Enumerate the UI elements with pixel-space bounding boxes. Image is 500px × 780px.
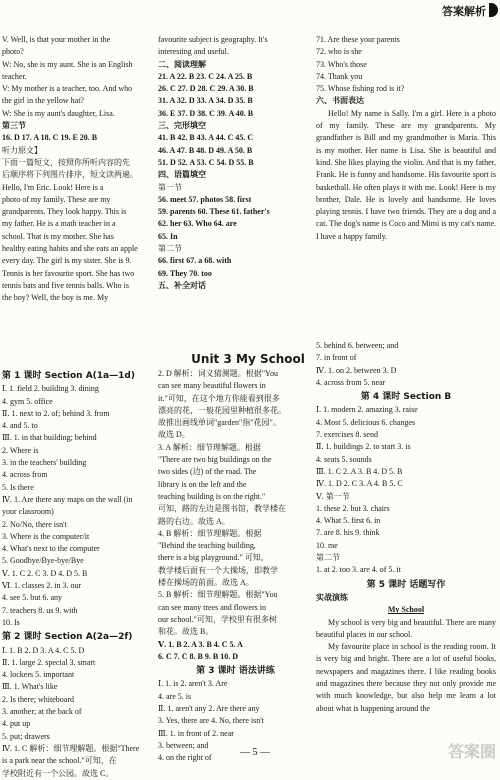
text-line: 第 2 课时 Section A(2a—2f) [2, 632, 133, 643]
text-line: 学校附近有一个公园。故选 C。 [2, 768, 114, 778]
text-line: 六、书面表达 [316, 96, 364, 106]
column-left-bottom [2, 368, 154, 780]
lesson-2-3-answers [158, 368, 313, 765]
text-line: Ⅲ. 1. C 2. A 3. B 4. D 5. B [316, 466, 403, 476]
listening-answers [2, 34, 154, 305]
essay-paragraph-2: My favourite place in school is the reading room. It is very big and bright. There are a lot of useful books, newspapers and magazines there. I like reading books and magazines there because they not only provide me with much knowledge, but also help me learn a lot about what is happening around the [316, 642, 496, 713]
text-line: W: She is my aunt's daughter, Lisa. [2, 108, 115, 118]
unit-heading: Unit 3 My School [191, 352, 305, 366]
essay-title: My School [387, 605, 425, 615]
text-line: Ⅲ. 1. in that building; behind [2, 433, 97, 443]
text-line: Ⅴ. 1. C 2. C 3. D 4. D 5. B [2, 568, 88, 578]
text-line: 5. Goodbye/Bye-bye/Bye [2, 556, 84, 566]
text-line: 5. B 解析：细节理解题。根据"You [158, 590, 278, 600]
text-line: 26. C 27. D 28. C 29. A 30. B [158, 84, 254, 94]
column-left-top [2, 34, 154, 305]
text-line: 41. B 42. B 43. A 44. C 45. C [158, 133, 254, 143]
text-line: Ⅱ. 1. large 2. special 3. smart [2, 657, 96, 667]
text-line: your classroom) [2, 507, 54, 517]
text-line: Ⅳ. 1. D 2. C 3. A 4. B 5. C [316, 479, 403, 489]
text-line: 3. between; and [158, 740, 209, 750]
text-line: Ⅱ. 1. buildings 2. to start 3. is [316, 442, 411, 452]
text-line: V. Well, is that your mother in the [2, 35, 111, 44]
column-right-top [316, 34, 496, 243]
text-line: tennis bats and five tennis balls. Who is [2, 280, 129, 290]
lesson-3-5-answers [316, 340, 496, 604]
text-line: photo? [2, 47, 24, 57]
essay-paragraph-1: My school is very big and beautiful. There are many beautiful places in our school. [316, 617, 496, 639]
text-line: my father. He is a math teacher in a [2, 219, 116, 229]
text-line: the boy? Well, the boy is me. My [2, 293, 109, 303]
text-line: W: No, she is my aunt. She is an English [2, 59, 133, 69]
text-line: 第一节 [158, 182, 182, 192]
text-line: Ⅰ. 1. field 2. building 3. dining [2, 384, 99, 394]
text-line: 4. and 5. to [2, 421, 38, 431]
text-line: can see many trees and flowers in [158, 602, 266, 612]
column-middle-top [158, 34, 313, 292]
text-line: there is a big playground." 可知， [158, 553, 269, 563]
writing-sample: Hello! My name is Sally. I'm a girl. Here is a photo of my family. These are my grandparents. My grandfather is Bill and my grandmother is Maria. This is my mother. Her name is Lisa. She is beautiful and kind. She likes playing the violin. And that is my father, Frank. He is funny and handsome. His favourite sport is basketball. He often plays it with me. Look! Here is my brother, Dale. He is lovely and handsome. He loves playing tennis. I have two friends. They are a dog and a cat. The dog's name is Coco and Mimi is my cat's name. I have a happy family. [316, 108, 496, 241]
text-line: 36. E 37. D 38. C 39. A 40. B [158, 108, 254, 118]
text-line: 2. Where is [2, 445, 39, 455]
text-line: is a park near the school."可知，在 [2, 756, 117, 766]
text-line: 4. see 5. but 6. any [2, 593, 62, 603]
text-line: 7. in front of [316, 353, 357, 363]
lesson-1-2-answers [2, 370, 154, 780]
text-line: 3. in the teachers' building [2, 458, 87, 468]
text-line: 3. A 解析：细节理解题。根据 [158, 442, 261, 452]
text-line: 4. on the right of [158, 753, 212, 763]
text-line: favourite subject is geography. It's [158, 35, 268, 44]
text-line: 路的右边。故选 A。 [158, 516, 230, 526]
text-line: 4. seats 5. sounds [316, 454, 372, 464]
text-line: 74. Thank you [316, 71, 363, 81]
text-line: 3. another; at the back of [2, 707, 82, 717]
text-line: 4. What's next to the computer [2, 544, 100, 554]
text-line: 4. across from [2, 470, 48, 480]
text-line: interesting and useful. [158, 47, 229, 57]
text-line: Ⅳ. 1. Are there any maps on the wall (in [2, 494, 133, 504]
text-line: 第 4 课时 Section B [360, 392, 452, 403]
text-line: 2. D 解析：词义猜测题。根据"You [158, 369, 279, 378]
text-line: 46. A 47. B 48. D 49. A 50. B [158, 145, 253, 155]
text-line: 10. me [316, 540, 338, 550]
text-line: every day. The girl is my sister. She is 9. [2, 256, 132, 266]
text-line: Ⅰ. 1. B 2. D 3. A 4. C 5. D [2, 645, 85, 655]
text-line: 65. In [158, 231, 178, 241]
text-line: 听力原文】 [2, 145, 42, 155]
text-line: 第 5 课时 话题写作 [366, 579, 446, 590]
text-line: 五、补全对话 [158, 280, 206, 290]
text-line: 第三节 [2, 121, 26, 131]
text-line: 漂亮的花，一般花园里种植很多花。 [158, 405, 286, 415]
text-line: 5. behind 6. between; and [316, 341, 399, 350]
text-line: 2. No/No, there isn't [2, 519, 67, 529]
text-line: 二、阅读理解 [158, 59, 206, 69]
text-line: 第二节 [158, 244, 182, 254]
page-number: — 5 — [240, 747, 270, 758]
text-line: 教学楼后面有一个大操场，即教学 [158, 565, 278, 575]
text-line: 四、语篇填空 [158, 170, 206, 180]
text-line: Ⅴ. 第一节 [316, 491, 350, 501]
text-line: 5. Is there [2, 482, 34, 492]
text-line: 1. at 2. too 3. are 4. of 5. it [316, 565, 401, 575]
text-line: 4. B 解析：细节理解题。根据 [158, 528, 262, 538]
text-line: Ⅱ. 1. next to 2. of; behind 3. from [2, 408, 110, 418]
text-line: 31. A 32. D 33. A 34. D 35. B [158, 96, 253, 106]
text-line: school. That is my mother. She has [2, 231, 114, 241]
text-line: 10. Is [2, 617, 20, 627]
text-line: teaching building is on the right." [158, 491, 266, 501]
text-line: Ⅰ. 1. modern 2. amazing 3. raise [316, 405, 418, 415]
text-line: Ⅴ. 1. B 2. A 3. B 4. C 5. A [158, 639, 243, 649]
text-line: 72. who is she [316, 47, 362, 57]
text-line: 75. Whose fishing rod is it? [316, 84, 405, 94]
text-line: Ⅵ. 1. classes 2. in 3. our [2, 581, 82, 591]
text-line: 故推出画线单词"garden"指"花园"。 [158, 418, 281, 428]
text-line: it."可知，在这个地方你能看到很多 [158, 393, 280, 403]
text-line: 62. her 63. Who 64. are [158, 219, 237, 229]
text-line: 实战演练 [316, 592, 348, 602]
text-line: 69. They 70. too [158, 268, 212, 278]
text-line: 2. Is there; whiteboard [2, 694, 74, 704]
text-line: 59. parents 60. These 61. father's [158, 207, 270, 217]
column-right-bottom [316, 340, 496, 715]
text-line: 71. Are these your parents [316, 35, 400, 44]
text-line: 可知，路的左边是图书馆，教学楼在 [158, 504, 286, 514]
text-line: library is on the left and the [158, 479, 247, 489]
text-line: Ⅲ. 1. What's like [2, 682, 58, 692]
watermark-logo: 答案圈 [447, 742, 496, 761]
text-line: 第二节 [316, 553, 340, 563]
text-line: Ⅲ. 1. in front of 2. near [158, 728, 234, 738]
text-line: 3. Where is the computer/it [2, 531, 90, 541]
text-line: 1. these 2. but 3. chairs [316, 503, 390, 513]
text-line: 第 3 课时 语法讲练 [196, 666, 275, 677]
text-line: 56. meet 57. photos 58. first [158, 194, 252, 204]
text-line: Ⅱ. 1. aren't any 2. Are there any [158, 704, 260, 714]
text-line: 故选 D。 [158, 430, 190, 440]
text-line: 4. What 5. first 6. in [316, 516, 381, 526]
text-line: Ⅰ. 1. is 2. aren't 3. Are [158, 679, 228, 689]
text-line: 第 1 课时 Section A(1a—1d) [2, 371, 135, 381]
text-line: 下面一篇短文，按照你所听内容的先 [2, 157, 130, 167]
text-line: 4. lockers 5. important [2, 670, 75, 680]
text-line: 6. C 7. C 8. B 9. B 10. D [158, 651, 239, 661]
text-line: 4. across from 5. near [316, 377, 386, 387]
text-line: 7. exercises 8. send [316, 430, 378, 440]
text-line: can see many beautiful flowers in [158, 381, 266, 391]
text-line: "Behind the teaching building, [158, 541, 256, 551]
text-line: grandparents. They look happy. This is [2, 207, 127, 217]
text-line: the girl in the yellow hat? [2, 96, 84, 106]
text-line: V: My mother is a teacher, too. And who [2, 84, 133, 94]
dialogue-answers [316, 34, 496, 108]
text-line: 楼在操场的前面。故选 A。 [158, 578, 254, 588]
text-line: two sides (边) of the road. The [158, 467, 257, 477]
text-line: 4. put up [2, 719, 31, 729]
header-tab-mark [489, 3, 498, 17]
text-line: photo of my family. These are my [2, 194, 111, 204]
text-line: 7. are 8. his 9. think [316, 528, 380, 538]
text-line: 4. Most 5. delicious 6. changes [316, 417, 416, 427]
text-line: teacher. [2, 71, 27, 81]
text-line: 51. D 52. A 53. C 54. D 55. B [158, 157, 254, 167]
text-line: Tennis is her favourite sport. She has two [2, 268, 135, 278]
text-line: 4. are 5. is [158, 691, 192, 701]
text-line: 21. A 22. B 23. C 24. A 25. B [158, 71, 253, 81]
text-line: 5. put; drawers [2, 731, 50, 741]
text-line: 3. Yes, there are 4. No, there isn't [158, 716, 264, 726]
text-line: 三、完形填空 [158, 121, 206, 131]
text-line: Ⅳ. 1. on 2. between 3. D [316, 365, 397, 375]
text-line: Hello, I'm Eric. Look! Here is a [2, 182, 104, 192]
text-line: "There are two big buildings on the [158, 455, 272, 465]
reading-answers [158, 34, 313, 292]
text-line: 和花。故选 B。 [158, 627, 214, 637]
text-line: Ⅳ. 1. C 解析：细节理解题。根据"There [2, 743, 140, 753]
text-line: healthy eating habits and she eats an apple [2, 244, 138, 254]
text-line: 7. teachers 8. us 9. with [2, 605, 78, 615]
text-line: 后顺序将下列图片排序，短文读两遍。 [2, 170, 138, 180]
text-line: 4. gym 5. office [2, 396, 53, 406]
text-line: 66. first 67. a 68. with [158, 256, 232, 266]
page-header [0, 0, 500, 20]
text-line: our school."可知，学校里有很多树 [158, 614, 277, 624]
column-middle-bottom [158, 368, 313, 765]
text-line: 16. D 17. A 18. C 19. E 20. B [2, 133, 98, 143]
header-title: 答案解析 [442, 5, 486, 18]
text-line: 73. Who's those [316, 59, 367, 69]
